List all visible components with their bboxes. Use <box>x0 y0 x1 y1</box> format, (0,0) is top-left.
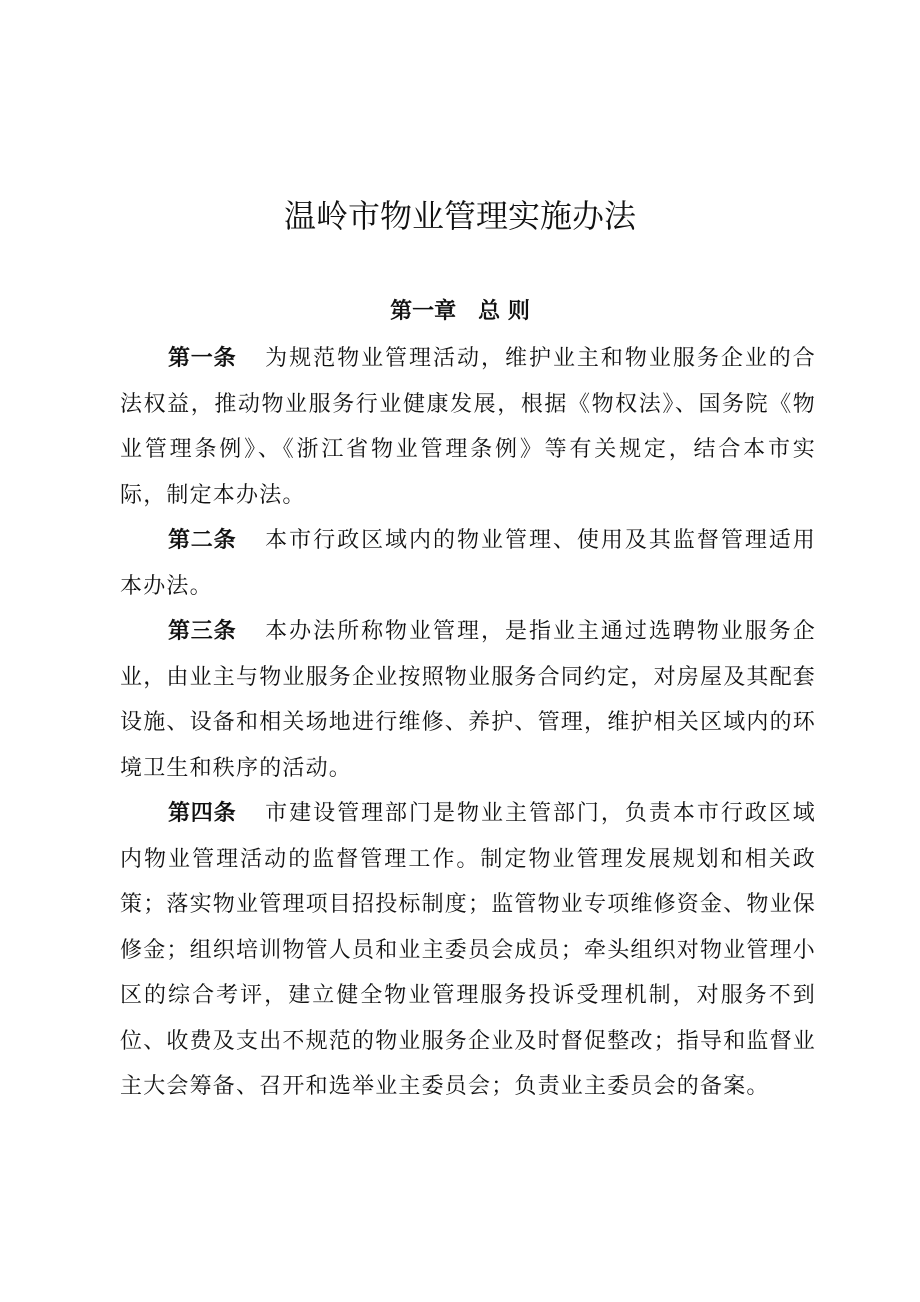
article-heading: 第一条 <box>168 346 237 371</box>
chapter-heading <box>0 292 920 332</box>
document-body <box>120 336 816 1110</box>
article-paragraph <box>120 791 816 1110</box>
article-heading: 第二条 <box>168 528 237 553</box>
article-text: 市建设管理部门是物业主管部门，负责本市行政区域内物业管理活动的监督管理工作。制定物业管理发展规划和相关政策；落实物业管理项目招投标制度；监管物业专项维修资金、物业保修金；组织培训物管人员和业主委员会成员；牵头组织对物业管理小区的综合考评，建立健全物业管理服务投诉受理机制，对服务不到位、收费及支出不规范的物业服务企业及时督促整改；指导和监督业主大会筹备、召开和选举业主委员会；负责业主委员会的备案。 <box>120 801 817 1099</box>
chapter-label: 第一章 <box>390 299 457 324</box>
chapter-name: 总 则 <box>478 299 530 324</box>
article-heading: 第三条 <box>168 619 237 644</box>
article-paragraph <box>120 336 816 518</box>
document-title: 温岭市物业管理实施办法 <box>283 197 636 235</box>
article-text: 本市行政区域内的物业管理、使用及其监督管理适用本办法。 <box>120 528 816 599</box>
article-paragraph <box>120 518 816 609</box>
article-paragraph <box>120 609 816 791</box>
article-heading: 第四条 <box>168 801 237 826</box>
article-text: 本办法所称物业管理，是指业主通过选聘物业服务企业，由业主与物业服务企业按照物业服务合同约定，对房屋及其配套设施、设备和相关场地进行维修、养护、管理，维护相关区域内的环境卫生和秩序的活动。 <box>120 619 817 781</box>
article-text: 为规范物业管理活动，维护业主和物业服务企业的合法权益，推动物业服务行业健康发展，根据《物权法》、国务院《物业管理条例》、《浙江省物业管理条例》等有关规定，结合本市实际，制定本办法。 <box>120 346 816 508</box>
